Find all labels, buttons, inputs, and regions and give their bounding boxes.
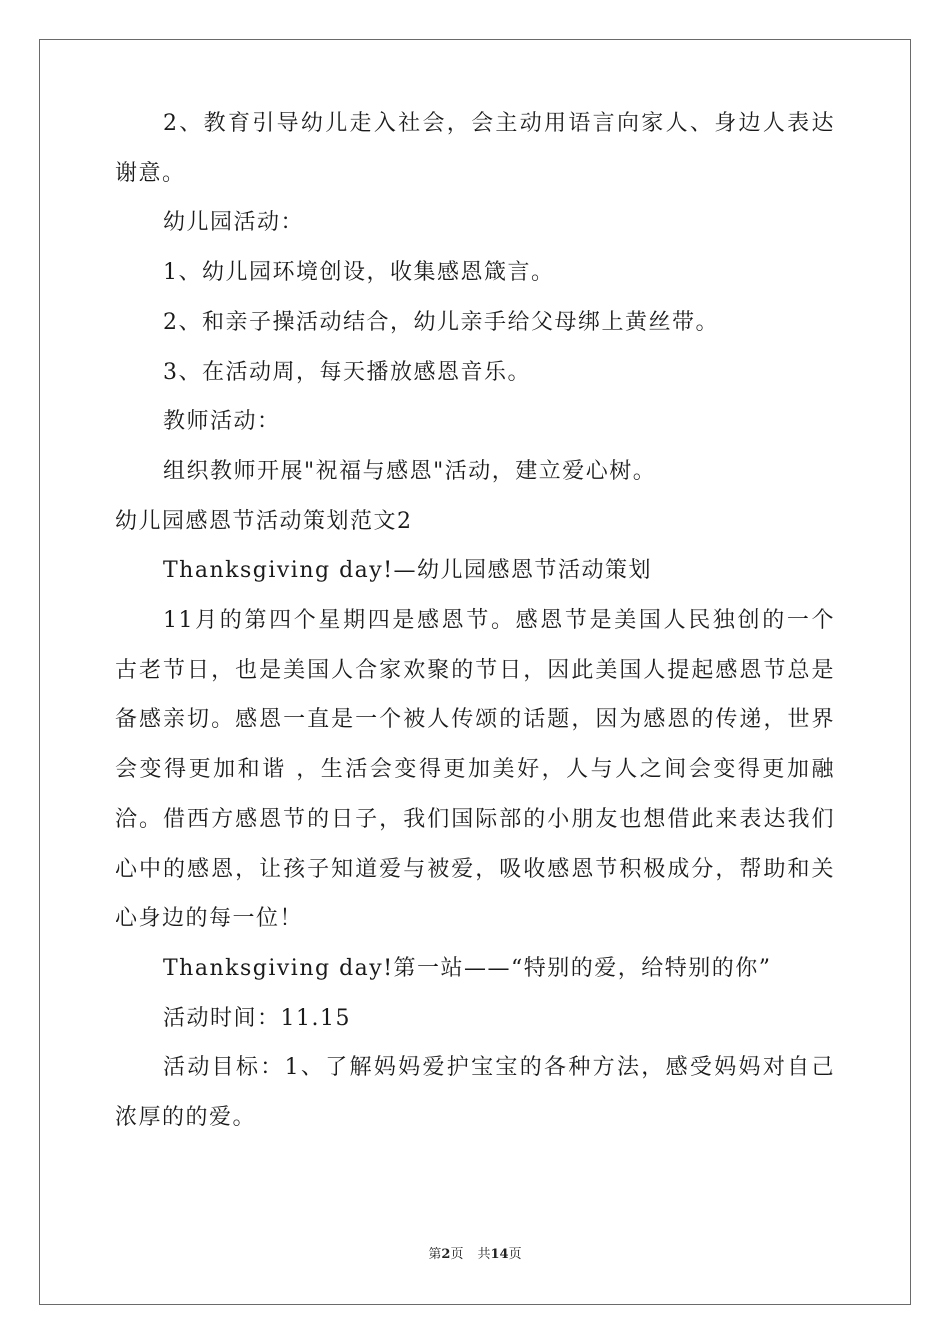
text-line: 幼儿园活动： <box>163 210 305 236</box>
footer-total-suffix: 页 <box>508 1247 522 1262</box>
footer-page-number: 2 <box>441 1247 451 1262</box>
text-line: 幼儿园感恩节活动策划范文2 <box>115 508 413 534</box>
page-footer <box>0 1243 950 1262</box>
text-line: 1、幼儿园环境创设，收集感恩箴言。 <box>163 260 555 286</box>
text-line: 心身边的每一位！ <box>115 906 304 932</box>
text-line: 11月的第四个星期四是感恩节。感恩节是美国人民独创的一个 <box>163 608 835 633</box>
text-line: 教师活动： <box>163 409 281 435</box>
footer-total-prefix: 共 <box>477 1247 491 1262</box>
text-line: 会变得更加和谐 ，生活会变得更加美好，人与人之间会变得更加融 <box>115 757 835 783</box>
text-line: 3、在活动周，每天播放感恩音乐。 <box>163 359 531 385</box>
text-line: 心中的感恩，让孩子知道爱与被爱，吸收感恩节积极成分，帮助和关 <box>115 856 835 882</box>
text-line: 浓厚的的爱。 <box>115 1105 257 1130</box>
text-line: 活动时间：11.15 <box>163 1005 351 1031</box>
footer-page-prefix: 第 <box>428 1247 442 1262</box>
text-line: 2、和亲子操活动结合，幼儿亲手给父母绑上黄丝带。 <box>163 309 719 335</box>
text-line: 洽。借西方感恩节的日子，我们国际部的小朋友也想借此来表达我们 <box>115 806 835 832</box>
text-line: Thanksgiving day!第一站——“特别的爱，给特别的你” <box>163 955 772 981</box>
text-line: 古老节日，也是美国人合家欢聚的节日，因此美国人提起感恩节总是 <box>115 657 835 683</box>
text-line: 2、教育引导幼儿走入社会，会主动用语言向家人、身边人表达 <box>163 111 835 136</box>
text-line: 谢意。 <box>115 160 186 186</box>
text-line: 备感亲切。感恩一直是一个被人传颂的话题，因为感恩的传递，世界 <box>115 707 835 733</box>
text-line: Thanksgiving day!—幼儿园感恩节活动策划 <box>163 558 653 584</box>
footer-page-suffix: 页 <box>450 1247 464 1262</box>
footer-total-pages: 14 <box>490 1247 509 1262</box>
text-line: 组织教师开展"祝福与感恩"活动，建立爱心树。 <box>163 458 657 484</box>
text-line: 活动目标：1、了解妈妈爱护宝宝的各种方法，感受妈妈对自己 <box>163 1055 835 1081</box>
